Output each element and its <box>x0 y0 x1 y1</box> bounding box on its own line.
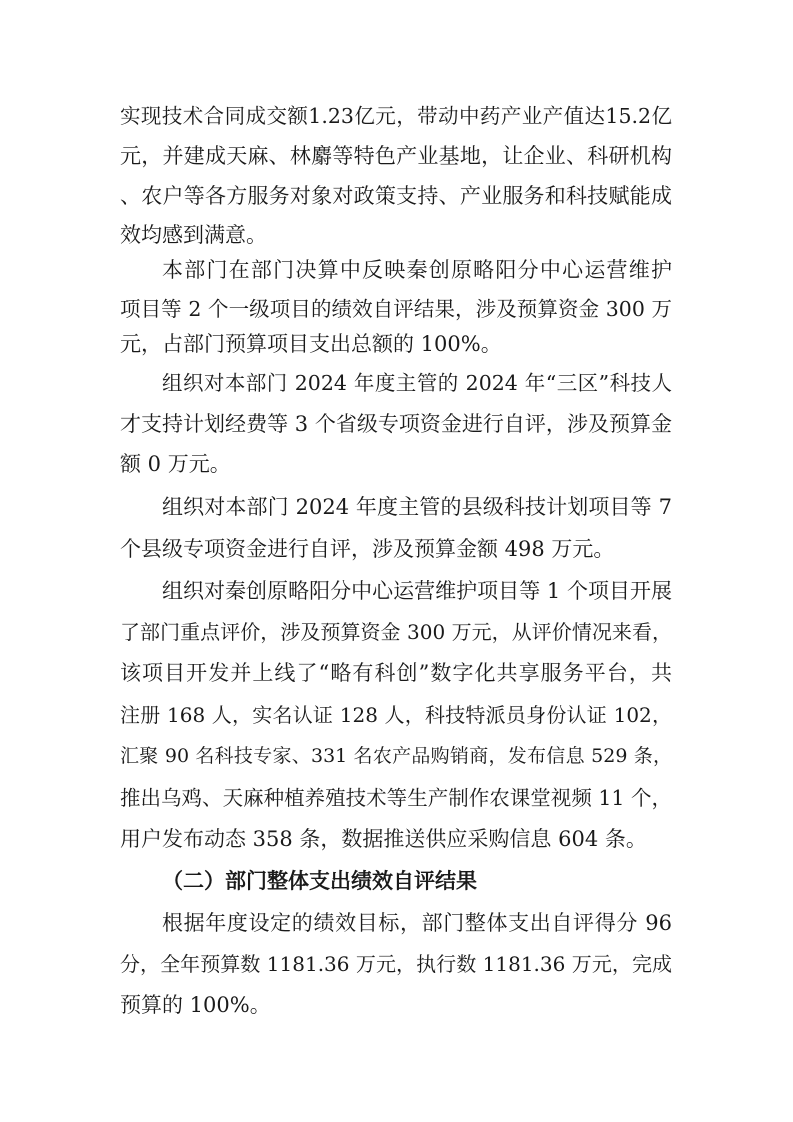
paragraph-first-line: 组织对本部门 2024 年度主管的 2024 年“三区”科技人 <box>162 371 672 395</box>
text-line: 才支持计划经费等 3 个省级专项资金进行自评，涉及预算金 <box>120 412 672 436</box>
paragraph-first-line: 本部门在部门决算中反映秦创原略阳分中心运营维护 <box>162 258 672 282</box>
text-line: 分，全年预算数 1181.36 万元，执行数 1181.36 万元，完成 <box>120 952 672 976</box>
text-line: 该项目开发并上线了“略有科创”数字化共享服务平台，共 <box>120 661 672 685</box>
text-line: 注册 168 人，实名认证 128 人，科技特派员身份认证 102， <box>120 703 672 727</box>
text-line: 元，占部门预算项目支出总额的 100%。 <box>120 332 502 356</box>
text-line: 效均感到满意。 <box>120 223 267 247</box>
text-line: 了部门重点评价，涉及预算资金 300 万元，从评价情况来看， <box>120 620 672 644</box>
text-line: 元，并建成天麻、林麝等特色产业基地，让企业、科研机构 <box>120 144 672 168</box>
text-line: 用户发布动态 358 条，数据推送供应采购信息 604 条。 <box>120 827 647 851</box>
text-line: 推出乌鸡、天麻种植养殖技术等生产制作农课堂视频 11 个， <box>120 786 672 810</box>
paragraph-first-line: 组织对本部门 2024 年度主管的县级科技计划项目等 7 <box>162 495 672 519</box>
text-line: 个县级专项资金进行自评，涉及预算金额 498 万元。 <box>120 537 615 561</box>
text-line: 预算的 100%。 <box>120 993 271 1017</box>
paragraph-first-line: 组织对秦创原略阳分中心运营维护项目等 1 个项目开展 <box>162 579 672 603</box>
text-line: 汇聚 90 名科技专家、331 名农产品购销商，发布信息 529 条， <box>120 745 672 767</box>
paragraph-first-line: 根据年度设定的绩效目标，部门整体支出自评得分 96 <box>162 911 672 935</box>
text-line: 项目等 2 个一级项目的绩效自评结果，涉及预算资金 300 万 <box>120 297 672 321</box>
text-line: 额 0 万元。 <box>120 452 231 476</box>
text-line: 、农户等各方服务对象对政策支持、产业服务和科技赋能成 <box>120 184 672 208</box>
section-heading: （二）部门整体支出绩效自评结果 <box>162 868 477 893</box>
text-line: 实现技术合同成交额1.23亿元，带动中药产业产值达15.2亿 <box>120 104 672 128</box>
